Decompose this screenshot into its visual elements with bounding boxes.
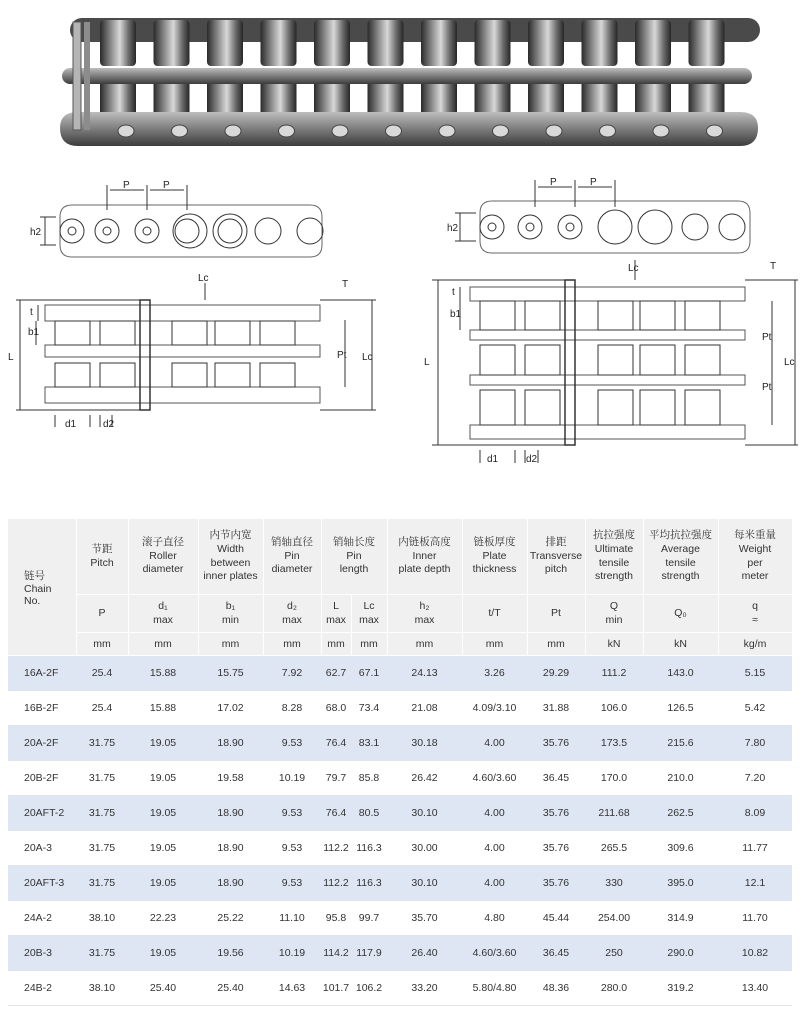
sym-p: P	[76, 595, 128, 633]
table-cell: 30.10	[387, 866, 462, 901]
table-cell: 10.19	[263, 761, 321, 796]
chain-roller	[314, 20, 350, 66]
chain-roller	[421, 20, 457, 66]
dim-label-p-3: P	[550, 177, 557, 188]
chain-pin-head	[546, 125, 562, 137]
top-view-triplex	[432, 260, 798, 463]
chain-pin-head	[172, 125, 188, 137]
table-row	[8, 901, 792, 936]
table-cell: 290.0	[643, 936, 718, 971]
table-cell: 85.8	[351, 761, 387, 796]
table-cell: 10.82	[718, 936, 792, 971]
col-ultimate-tensile: 抗拉强度 Ultimate tensile strength	[585, 519, 643, 595]
unit-cell: mm	[321, 633, 351, 656]
table-cell: 33.20	[387, 971, 462, 1006]
dim-label-t-upper-right: T	[770, 261, 777, 272]
sym-t: t/T	[462, 595, 527, 633]
chain-roller	[261, 20, 297, 66]
chain-roller	[154, 20, 190, 66]
unit-cell: mm	[263, 633, 321, 656]
chain-pin-head	[493, 125, 509, 137]
table-cell: 4.60/3.60	[462, 761, 527, 796]
table-cell: 3.26	[462, 656, 527, 691]
table-cell: 5.80/4.80	[462, 971, 527, 1006]
table-cell: 11.77	[718, 831, 792, 866]
table-cell: 11.10	[263, 901, 321, 936]
table-cell: 330	[585, 866, 643, 901]
chain-no-cell: 20B-2F	[8, 761, 76, 796]
chain-connecting-link	[73, 22, 90, 130]
table-cell: 5.15	[718, 656, 792, 691]
table-cell: 4.00	[462, 866, 527, 901]
unit-cell: kN	[585, 633, 643, 656]
col-pin-length: 销轴长度 Pin length	[321, 519, 387, 595]
table-row	[8, 971, 792, 1006]
table-row	[8, 831, 792, 866]
sym-d2: d₂ max	[263, 595, 321, 633]
table-cell: 38.10	[76, 971, 128, 1006]
dim-label-d1-right: d1	[487, 454, 499, 465]
table-cell: 25.4	[76, 656, 128, 691]
dim-label-pt-right-2: Pt	[762, 382, 772, 393]
table-cell: 83.1	[351, 726, 387, 761]
table-cell: 19.05	[128, 936, 198, 971]
chain-pin-head	[332, 125, 348, 137]
table-cell: 24.13	[387, 656, 462, 691]
table-cell: 25.4	[76, 691, 128, 726]
table-cell: 99.7	[351, 901, 387, 936]
col-width-between-plates: 内节内宽 Width between inner plates	[198, 519, 263, 595]
table-cell: 25.22	[198, 901, 263, 936]
chain-no-cell: 16A-2F	[8, 656, 76, 691]
table-cell: 19.05	[128, 796, 198, 831]
table-cell: 31.75	[76, 726, 128, 761]
col-inner-plate-depth: 内链板高度 Inner plate depth	[387, 519, 462, 595]
dim-label-l-right: L	[424, 357, 430, 368]
table-cell: 126.5	[643, 691, 718, 726]
table-cell: 114.2	[321, 936, 351, 971]
table-cell: 11.70	[718, 901, 792, 936]
table-cell: 4.60/3.60	[462, 936, 527, 971]
table-row	[8, 866, 792, 901]
chain-roller	[635, 20, 671, 66]
table-cell: 31.75	[76, 796, 128, 831]
table-cell: 9.53	[263, 796, 321, 831]
table-cell: 4.80	[462, 901, 527, 936]
table-cell: 31.75	[76, 936, 128, 971]
table-row	[8, 656, 792, 691]
table-cell: 314.9	[643, 901, 718, 936]
dim-label-l-left: L	[8, 352, 14, 363]
chain-roller	[100, 20, 136, 66]
table-cell: 80.5	[351, 796, 387, 831]
table-cell: 18.90	[198, 831, 263, 866]
table-cell: 254.00	[585, 901, 643, 936]
chain-no-cell: 24B-2	[8, 971, 76, 1006]
dim-label-p-4: P	[590, 177, 597, 188]
sym-q: Q min	[585, 595, 643, 633]
table-cell: 19.05	[128, 726, 198, 761]
table-cell: 106.0	[585, 691, 643, 726]
dim-label-lc-left: Lc	[198, 273, 209, 284]
dim-label-pt-left: Pt	[337, 350, 347, 361]
chain-no-cell: 20B-3	[8, 936, 76, 971]
dim-label-b1-right: b1	[450, 309, 462, 320]
table-cell: 4.00	[462, 726, 527, 761]
chain-roller	[689, 20, 725, 66]
chain-no-cell: 16B-2F	[8, 691, 76, 726]
top-view-duplex	[16, 283, 376, 427]
col-roller-diameter: 滚子直径 Roller diameter	[128, 519, 198, 595]
table-cell: 73.4	[351, 691, 387, 726]
table-cell: 4.00	[462, 796, 527, 831]
chain-roller	[528, 20, 564, 66]
unit-cell: mm	[462, 633, 527, 656]
table-cell: 8.09	[718, 796, 792, 831]
col-average-tensile: 平均抗拉强度 Average tensile strength	[643, 519, 718, 595]
table-cell: 31.75	[76, 831, 128, 866]
table-cell: 15.88	[128, 656, 198, 691]
dim-label-pt-right-1: Pt	[762, 332, 772, 343]
table-cell: 7.20	[718, 761, 792, 796]
table-row	[8, 691, 792, 726]
dim-label-h2-right: h2	[447, 223, 459, 234]
sym-weight: q ≈	[718, 595, 792, 633]
table-cell: 36.45	[527, 936, 585, 971]
table-cell: 36.45	[527, 761, 585, 796]
table-cell: 25.40	[198, 971, 263, 1006]
table-cell: 7.92	[263, 656, 321, 691]
table-cell: 19.58	[198, 761, 263, 796]
col-plate-thickness: 链板厚度 Plate thickness	[462, 519, 527, 595]
chain-middle-plate	[62, 68, 752, 84]
col-pin-diameter: 销轴直径 Pin diameter	[263, 519, 321, 595]
table-cell: 210.0	[643, 761, 718, 796]
chain-pin-head	[600, 125, 616, 137]
table-cell: 31.75	[76, 866, 128, 901]
table-cell: 112.2	[321, 866, 351, 901]
dim-label-p-1: P	[123, 180, 130, 191]
table-cell: 26.42	[387, 761, 462, 796]
table-cell: 35.76	[527, 866, 585, 901]
table-cell: 17.02	[198, 691, 263, 726]
table-cell: 101.7	[321, 971, 351, 1006]
table-cell: 35.76	[527, 726, 585, 761]
table-cell: 21.08	[387, 691, 462, 726]
dim-label-d2-right: d2	[526, 454, 538, 465]
table-cell: 35.76	[527, 831, 585, 866]
technical-drawings	[0, 165, 800, 510]
chain-no-cell: 20A-2F	[8, 726, 76, 761]
dim-label-lc-right: Lc	[628, 263, 639, 274]
table-cell: 117.9	[351, 936, 387, 971]
sym-lc: Lc max	[351, 595, 387, 633]
table-cell: 38.10	[76, 901, 128, 936]
table-cell: 18.90	[198, 866, 263, 901]
table-cell: 31.88	[527, 691, 585, 726]
chain-no-cell: 20AFT-2	[8, 796, 76, 831]
table-row	[8, 936, 792, 971]
col-weight-per-meter: 每米重量 Weight per meter	[718, 519, 792, 595]
chain-pin-head	[118, 125, 134, 137]
table-cell: 262.5	[643, 796, 718, 831]
table-cell: 170.0	[585, 761, 643, 796]
table-cell: 9.53	[263, 726, 321, 761]
table-cell: 35.76	[527, 796, 585, 831]
table-cell: 106.2	[351, 971, 387, 1006]
chain-roller	[368, 20, 404, 66]
chain-pin-head	[653, 125, 669, 137]
table-cell: 48.36	[527, 971, 585, 1006]
table-cell: 116.3	[351, 866, 387, 901]
chain-spec-table	[8, 519, 793, 1006]
table-cell: 76.4	[321, 726, 351, 761]
table-cell: 35.70	[387, 901, 462, 936]
unit-cell: mm	[527, 633, 585, 656]
table-cell: 67.1	[351, 656, 387, 691]
unit-row	[8, 633, 792, 656]
table-cell: 30.10	[387, 796, 462, 831]
side-view-duplex	[40, 185, 323, 257]
table-cell: 9.53	[263, 831, 321, 866]
side-view-triplex	[455, 180, 750, 253]
unit-cell: kN	[643, 633, 718, 656]
table-cell: 9.53	[263, 866, 321, 901]
table-cell: 211.68	[585, 796, 643, 831]
table-cell: 19.05	[128, 831, 198, 866]
table-cell: 319.2	[643, 971, 718, 1006]
table-cell: 10.19	[263, 936, 321, 971]
table-cell: 25.40	[128, 971, 198, 1006]
dim-label-lc-side-right: Lc	[784, 357, 795, 368]
table-cell: 309.6	[643, 831, 718, 866]
dim-label-d1-left: d1	[65, 419, 77, 430]
table-row	[8, 761, 792, 796]
chain-pin-head	[225, 125, 241, 137]
table-cell: 173.5	[585, 726, 643, 761]
table-cell: 19.05	[128, 866, 198, 901]
sym-l: L max	[321, 595, 351, 633]
table-cell: 280.0	[585, 971, 643, 1006]
table-cell: 112.2	[321, 831, 351, 866]
chain-pin-head	[707, 125, 723, 137]
unit-cell: kg/m	[718, 633, 792, 656]
table-cell: 5.42	[718, 691, 792, 726]
sym-pt: Pt	[527, 595, 585, 633]
unit-cell: mm	[198, 633, 263, 656]
sym-q0: Q₀	[643, 595, 718, 633]
dim-label-d2-left: d2	[103, 419, 115, 430]
table-cell: 19.05	[128, 761, 198, 796]
table-cell: 95.8	[321, 901, 351, 936]
col-chain-no: 链号 Chain No.	[8, 519, 76, 656]
sym-h2: h₂ max	[387, 595, 462, 633]
table-row	[8, 726, 792, 761]
table-cell: 76.4	[321, 796, 351, 831]
sym-b1: b₁ min	[198, 595, 263, 633]
chain-roller	[475, 20, 511, 66]
table-cell: 45.44	[527, 901, 585, 936]
unit-cell: mm	[387, 633, 462, 656]
chain-roller	[207, 20, 243, 66]
table-cell: 15.75	[198, 656, 263, 691]
spec-table-body	[8, 656, 792, 1006]
sym-d1: d₁ max	[128, 595, 198, 633]
chain-photo	[0, 0, 800, 165]
table-cell: 250	[585, 936, 643, 971]
table-cell: 8.28	[263, 691, 321, 726]
chain-pin-head	[386, 125, 402, 137]
table-cell: 215.6	[643, 726, 718, 761]
table-cell: 19.56	[198, 936, 263, 971]
chain-pin-head	[279, 125, 295, 137]
dim-label-h2-left: h2	[30, 227, 42, 238]
table-cell: 26.40	[387, 936, 462, 971]
table-cell: 265.5	[585, 831, 643, 866]
table-cell: 15.88	[128, 691, 198, 726]
table-cell: 18.90	[198, 726, 263, 761]
dim-label-b1-left: b1	[28, 327, 40, 338]
table-cell: 62.7	[321, 656, 351, 691]
table-cell: 14.63	[263, 971, 321, 1006]
chain-roller	[582, 20, 618, 66]
chain-pin-head	[439, 125, 455, 137]
dim-label-p-2: P	[163, 180, 170, 191]
table-cell: 18.90	[198, 796, 263, 831]
col-pitch: 节距 Pitch	[76, 519, 128, 595]
table-cell: 143.0	[643, 656, 718, 691]
table-cell: 68.0	[321, 691, 351, 726]
table-cell: 12.1	[718, 866, 792, 901]
dim-label-t-upper-left: T	[342, 279, 349, 290]
table-row	[8, 796, 792, 831]
chain-no-cell: 20A-3	[8, 831, 76, 866]
dim-label-lc-side-left: Lc	[362, 352, 373, 363]
col-transverse-pitch: 排距 Transverse pitch	[527, 519, 585, 595]
table-cell: 29.29	[527, 656, 585, 691]
table-cell: 13.40	[718, 971, 792, 1006]
table-cell: 30.18	[387, 726, 462, 761]
dim-label-t-left: t	[30, 307, 33, 318]
unit-cell: mm	[76, 633, 128, 656]
table-cell: 116.3	[351, 831, 387, 866]
unit-cell: mm	[351, 633, 387, 656]
table-cell: 30.00	[387, 831, 462, 866]
table-cell: 22.23	[128, 901, 198, 936]
table-cell: 4.09/3.10	[462, 691, 527, 726]
table-cell: 111.2	[585, 656, 643, 691]
unit-cell: mm	[128, 633, 198, 656]
table-cell: 31.75	[76, 761, 128, 796]
table-cell: 4.00	[462, 831, 527, 866]
table-cell: 395.0	[643, 866, 718, 901]
table-cell: 7.80	[718, 726, 792, 761]
chain-no-cell: 20AFT-3	[8, 866, 76, 901]
dim-label-t-right: t	[452, 287, 455, 298]
table-cell: 79.7	[321, 761, 351, 796]
chain-no-cell: 24A-2	[8, 901, 76, 936]
